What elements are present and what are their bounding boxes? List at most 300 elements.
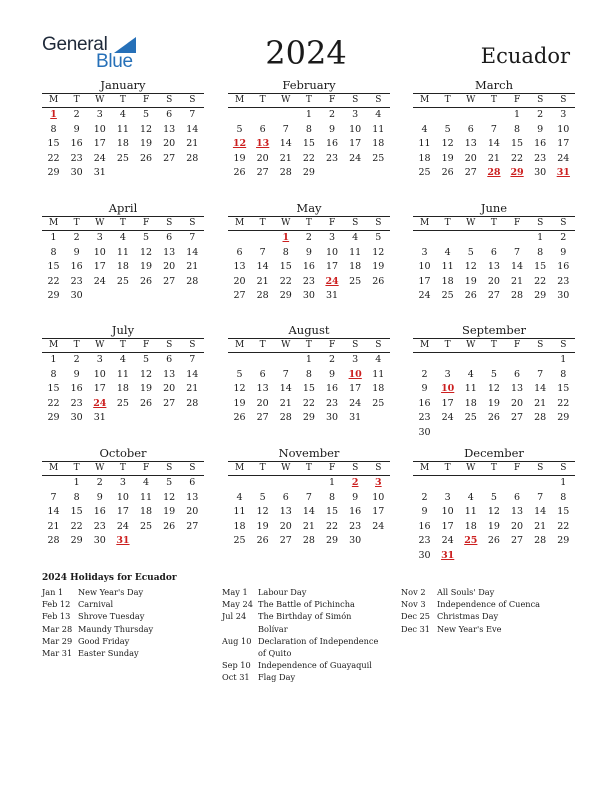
weekday-label: M: [234, 218, 245, 228]
day-cell: 9: [73, 368, 80, 380]
week-row: [42, 505, 204, 520]
weekday-label: S: [189, 463, 196, 473]
weekday-label: T: [490, 95, 497, 105]
day-cell: [251, 108, 274, 123]
day-cell: 10: [418, 261, 431, 273]
day-cell: 6: [282, 491, 289, 503]
day-cell: 20: [163, 261, 176, 273]
week-row: [413, 505, 575, 520]
day-cell: 29: [302, 167, 315, 179]
day-cell: 11: [116, 368, 129, 380]
day-cell: [529, 426, 552, 441]
day-cell: [367, 289, 390, 304]
day-cell: 7: [537, 491, 544, 503]
week-row: [413, 534, 575, 549]
weekday-label: S: [537, 218, 544, 228]
day-cell: 26: [140, 152, 153, 164]
holiday-day-cell: 13: [256, 138, 270, 150]
day-cell: 24: [441, 412, 454, 424]
day-cell: 2: [329, 109, 336, 120]
day-cell: 14: [302, 506, 315, 518]
day-cell: [228, 108, 251, 123]
holiday-date: Feb 12: [42, 599, 71, 610]
day-cell: 18: [441, 275, 454, 287]
day-cell: 6: [166, 232, 173, 243]
week-row: [228, 246, 390, 261]
day-cell: 23: [70, 152, 83, 164]
day-cell: [459, 549, 482, 564]
day-cell: 19: [464, 275, 477, 287]
day-cell: [367, 411, 390, 426]
weekday-label: M: [48, 95, 59, 105]
holiday-day-cell: 25: [464, 535, 478, 547]
holiday-date: Dec 25: [401, 611, 431, 622]
day-cell: 15: [47, 383, 60, 395]
day-cell: 2: [73, 109, 80, 120]
holiday-day-cell: 10: [441, 383, 455, 395]
weekday-label: T: [444, 463, 451, 473]
day-cell: [274, 353, 297, 368]
day-cell: 10: [116, 491, 129, 503]
day-cell: 3: [444, 368, 451, 380]
day-cell: 2: [73, 354, 80, 365]
day-cell: 2: [537, 109, 544, 120]
day-cell: 26: [233, 412, 246, 424]
day-cell: [506, 353, 529, 368]
day-cell: 8: [305, 123, 312, 135]
weekday-header: [42, 338, 204, 353]
holiday-date: Nov 2: [401, 587, 426, 597]
week-row: [228, 505, 390, 520]
day-cell: [274, 108, 297, 123]
holiday-item: [401, 586, 571, 598]
day-cell: 15: [70, 506, 83, 518]
weekday-label: W: [281, 95, 291, 105]
month-title: September: [461, 323, 527, 337]
day-cell: 19: [487, 520, 500, 532]
holiday-item: [42, 647, 212, 659]
weekday-label: T: [73, 340, 80, 350]
holiday-item: [42, 598, 212, 610]
week-row: [42, 260, 204, 275]
day-cell: [228, 353, 251, 368]
holiday-date: Mar 31: [42, 648, 73, 659]
day-cell: 22: [534, 275, 547, 287]
holiday-item: [42, 610, 212, 622]
week-row: [228, 382, 390, 397]
weekday-label: F: [142, 340, 150, 350]
day-cell: 10: [326, 246, 339, 258]
week-row: [42, 166, 204, 181]
day-cell: 13: [464, 138, 477, 150]
weekday-label: M: [48, 340, 59, 350]
day-cell: 6: [514, 491, 521, 503]
holiday-item: [401, 623, 571, 635]
day-cell: 20: [511, 520, 524, 532]
week-row: [228, 166, 390, 181]
day-cell: 26: [441, 167, 454, 179]
day-cell: 12: [256, 506, 269, 518]
weekday-label: T: [119, 95, 126, 105]
day-cell: 1: [329, 477, 336, 488]
day-cell: 4: [444, 246, 451, 258]
day-cell: [506, 476, 529, 491]
day-cell: 13: [163, 246, 176, 258]
day-cell: 9: [421, 383, 428, 395]
week-row: [228, 231, 390, 246]
day-cell: 17: [116, 506, 129, 518]
day-cell: 20: [279, 520, 292, 532]
holiday-column: [222, 586, 382, 684]
day-cell: 29: [70, 535, 83, 547]
day-cell: 18: [116, 261, 129, 273]
week-row: [413, 426, 575, 441]
day-cell: [158, 534, 181, 549]
weekday-label: M: [419, 340, 430, 350]
day-cell: 9: [329, 123, 336, 135]
day-cell: 19: [163, 506, 176, 518]
day-cell: [158, 166, 181, 181]
day-cell: 18: [349, 261, 362, 273]
day-cell: [459, 231, 482, 246]
day-cell: 22: [302, 397, 315, 409]
day-cell: 1: [560, 477, 567, 488]
day-cell: [251, 476, 274, 491]
day-cell: 25: [372, 397, 385, 409]
day-cell: 10: [93, 246, 106, 258]
day-cell: 22: [279, 275, 292, 287]
holiday-item: [222, 586, 382, 598]
day-cell: [436, 108, 459, 123]
week-row: [413, 397, 575, 412]
day-cell: [228, 476, 251, 491]
weekday-label: S: [375, 95, 382, 105]
logo-general-text: General: [42, 34, 108, 55]
weekday-label: T: [444, 340, 451, 350]
day-cell: 21: [279, 152, 292, 164]
day-cell: 16: [349, 506, 362, 518]
day-cell: 30: [349, 535, 362, 547]
day-cell: 23: [557, 275, 570, 287]
weekday-label: W: [281, 340, 291, 350]
day-cell: 30: [70, 290, 83, 302]
day-cell: 3: [96, 232, 103, 243]
day-cell: 6: [166, 109, 173, 120]
day-cell: 7: [305, 491, 312, 503]
day-cell: 11: [372, 368, 385, 380]
holiday-name: The Battle of Pichincha: [258, 599, 355, 610]
day-cell: 21: [302, 520, 315, 532]
holiday-day-cell: 3: [375, 477, 382, 488]
day-cell: [506, 426, 529, 441]
holiday-item: [222, 610, 382, 634]
day-cell: 5: [444, 123, 451, 135]
day-cell: 24: [372, 520, 385, 532]
day-cell: 2: [421, 491, 428, 503]
day-cell: 24: [116, 520, 129, 532]
weekday-label: F: [328, 218, 336, 228]
day-cell: 21: [534, 520, 547, 532]
weekday-label: W: [95, 340, 105, 350]
day-cell: 16: [557, 261, 570, 273]
month-february: [228, 78, 390, 181]
day-cell: 29: [47, 167, 60, 179]
day-cell: 8: [305, 368, 312, 380]
day-cell: 27: [464, 167, 477, 179]
day-cell: 8: [560, 491, 567, 503]
weekday-label: S: [560, 218, 567, 228]
holiday-item: [401, 598, 571, 610]
day-cell: 27: [256, 412, 269, 424]
weekday-label: T: [259, 340, 266, 350]
holiday-name: New Year's Eve: [437, 623, 502, 634]
day-cell: 9: [329, 368, 336, 380]
day-cell: 8: [50, 368, 57, 380]
day-cell: 4: [143, 477, 150, 488]
day-cell: [42, 476, 65, 491]
month-october: [42, 446, 204, 549]
day-cell: 3: [421, 246, 428, 258]
day-cell: 14: [186, 246, 199, 258]
day-cell: 26: [487, 535, 500, 547]
day-cell: 3: [560, 109, 567, 120]
day-cell: 17: [349, 383, 362, 395]
holiday-name: Flag Day: [258, 672, 296, 683]
week-row: [42, 476, 204, 491]
day-cell: 4: [119, 232, 126, 243]
day-cell: 20: [464, 152, 477, 164]
day-cell: 8: [73, 491, 80, 503]
weekday-header: [228, 338, 390, 353]
day-cell: [88, 289, 111, 304]
day-cell: 23: [349, 520, 362, 532]
day-cell: 4: [375, 109, 382, 120]
day-cell: [181, 411, 204, 426]
day-cell: 11: [349, 246, 362, 258]
day-cell: 6: [259, 368, 266, 380]
holiday-name: Labour Day: [258, 587, 307, 597]
day-cell: [459, 353, 482, 368]
day-cell: 30: [70, 167, 83, 179]
week-row: [413, 476, 575, 491]
day-cell: 20: [256, 152, 269, 164]
day-cell: 7: [514, 246, 521, 258]
day-cell: [552, 549, 575, 564]
day-cell: 30: [534, 167, 547, 179]
day-cell: 25: [116, 152, 129, 164]
day-cell: 11: [441, 261, 454, 273]
day-cell: [529, 353, 552, 368]
weekday-label: S: [189, 218, 196, 228]
week-row: [42, 275, 204, 290]
day-cell: 22: [557, 520, 570, 532]
day-cell: 27: [256, 167, 269, 179]
month-title: March: [475, 78, 513, 92]
day-cell: 7: [282, 123, 289, 135]
day-cell: 1: [73, 477, 80, 488]
day-cell: 22: [302, 152, 315, 164]
holiday-date: May 24: [222, 599, 253, 610]
weekday-header: [413, 461, 575, 476]
weekday-label: S: [166, 463, 173, 473]
day-cell: [111, 411, 134, 426]
day-cell: 15: [511, 138, 524, 150]
day-cell: 14: [256, 261, 269, 273]
day-cell: 5: [143, 232, 150, 243]
day-cell: 6: [259, 123, 266, 135]
day-cell: 4: [236, 491, 243, 503]
day-cell: 6: [236, 246, 243, 258]
day-cell: 12: [464, 261, 477, 273]
day-cell: 12: [140, 246, 153, 258]
month-november: [228, 446, 390, 549]
day-cell: [482, 476, 505, 491]
day-cell: 9: [537, 123, 544, 135]
week-row: [42, 353, 204, 368]
day-cell: 16: [302, 261, 315, 273]
day-cell: 27: [163, 275, 176, 287]
day-cell: 18: [372, 383, 385, 395]
day-cell: 27: [487, 290, 500, 302]
day-cell: 27: [279, 535, 292, 547]
day-cell: 20: [163, 138, 176, 150]
day-cell: [529, 476, 552, 491]
week-row: [228, 476, 390, 491]
day-cell: 30: [70, 412, 83, 424]
day-cell: 5: [375, 232, 382, 243]
day-cell: 2: [329, 354, 336, 365]
holiday-column: [42, 586, 212, 659]
day-cell: 5: [236, 368, 243, 380]
day-cell: 23: [302, 275, 315, 287]
day-cell: 28: [279, 167, 292, 179]
day-cell: 17: [349, 138, 362, 150]
holiday-item: [222, 598, 382, 610]
day-cell: 5: [166, 477, 173, 488]
week-row: [228, 275, 390, 290]
weekday-label: S: [560, 95, 567, 105]
day-cell: [436, 231, 459, 246]
day-cell: 15: [279, 261, 292, 273]
day-cell: 5: [143, 109, 150, 120]
weekday-header: [413, 216, 575, 231]
day-cell: 20: [163, 383, 176, 395]
weekday-label: S: [560, 340, 567, 350]
day-cell: 24: [349, 397, 362, 409]
week-row: [413, 246, 575, 261]
week-row: [228, 534, 390, 549]
day-cell: 26: [140, 397, 153, 409]
day-cell: 3: [352, 109, 359, 120]
day-cell: 18: [464, 397, 477, 409]
week-row: [42, 534, 204, 549]
day-cell: 29: [279, 290, 292, 302]
day-cell: 4: [421, 123, 428, 135]
month-title: December: [464, 446, 524, 460]
day-cell: 18: [116, 383, 129, 395]
day-cell: 10: [557, 123, 570, 135]
weekday-label: F: [328, 95, 336, 105]
day-cell: 16: [70, 383, 83, 395]
day-cell: 14: [47, 506, 60, 518]
day-cell: 6: [490, 246, 497, 258]
day-cell: 16: [326, 383, 339, 395]
day-cell: 28: [302, 535, 315, 547]
holiday-name: The Birthday of Simón Bolívar: [258, 611, 352, 634]
day-cell: 30: [93, 535, 106, 547]
country-name: Ecuador: [480, 44, 570, 68]
weekday-label: S: [352, 95, 359, 105]
day-cell: 16: [93, 506, 106, 518]
day-cell: 14: [534, 506, 547, 518]
month-december: [413, 446, 575, 564]
day-cell: [297, 476, 320, 491]
weekday-label: T: [444, 95, 451, 105]
weekday-label: T: [259, 463, 266, 473]
weekday-label: S: [375, 218, 382, 228]
day-cell: 21: [511, 275, 524, 287]
day-cell: 15: [302, 383, 315, 395]
weekday-label: W: [95, 218, 105, 228]
day-cell: 13: [487, 261, 500, 273]
day-cell: [228, 231, 251, 246]
day-cell: 16: [70, 261, 83, 273]
day-cell: 19: [441, 152, 454, 164]
logo-blue-text: Blue: [96, 51, 133, 72]
day-cell: [111, 289, 134, 304]
day-cell: 21: [186, 261, 199, 273]
day-cell: 10: [372, 491, 385, 503]
week-row: [413, 549, 575, 564]
weekday-label: T: [444, 218, 451, 228]
day-cell: 6: [514, 368, 521, 380]
week-row: [413, 275, 575, 290]
day-cell: 3: [352, 354, 359, 365]
day-cell: 11: [233, 506, 246, 518]
weekday-label: T: [305, 463, 312, 473]
weekday-label: T: [119, 340, 126, 350]
holiday-name: Independence of Guayaquil: [258, 660, 372, 671]
day-cell: 25: [441, 290, 454, 302]
day-cell: 24: [93, 152, 106, 164]
day-cell: 14: [511, 261, 524, 273]
weekday-label: T: [490, 218, 497, 228]
day-cell: 7: [189, 354, 196, 365]
day-cell: [482, 549, 505, 564]
day-cell: 25: [372, 152, 385, 164]
day-cell: 11: [418, 138, 431, 150]
day-cell: 7: [259, 246, 266, 258]
week-row: [42, 411, 204, 426]
day-cell: 26: [163, 520, 176, 532]
day-cell: [158, 411, 181, 426]
day-cell: [459, 108, 482, 123]
weekday-label: T: [119, 218, 126, 228]
holiday-date: Feb 13: [42, 611, 71, 622]
holiday-day-cell: 2: [351, 477, 359, 488]
holiday-date: Mar 29: [42, 635, 73, 646]
day-cell: 19: [140, 261, 153, 273]
holiday-name: New Year's Day: [78, 587, 144, 597]
day-cell: [482, 426, 505, 441]
holiday-name: Shrove Tuesday: [78, 611, 145, 622]
day-cell: [459, 426, 482, 441]
day-cell: 15: [557, 506, 570, 518]
day-cell: [367, 534, 390, 549]
day-cell: [506, 231, 529, 246]
day-cell: 3: [96, 354, 103, 365]
week-row: [42, 491, 204, 506]
